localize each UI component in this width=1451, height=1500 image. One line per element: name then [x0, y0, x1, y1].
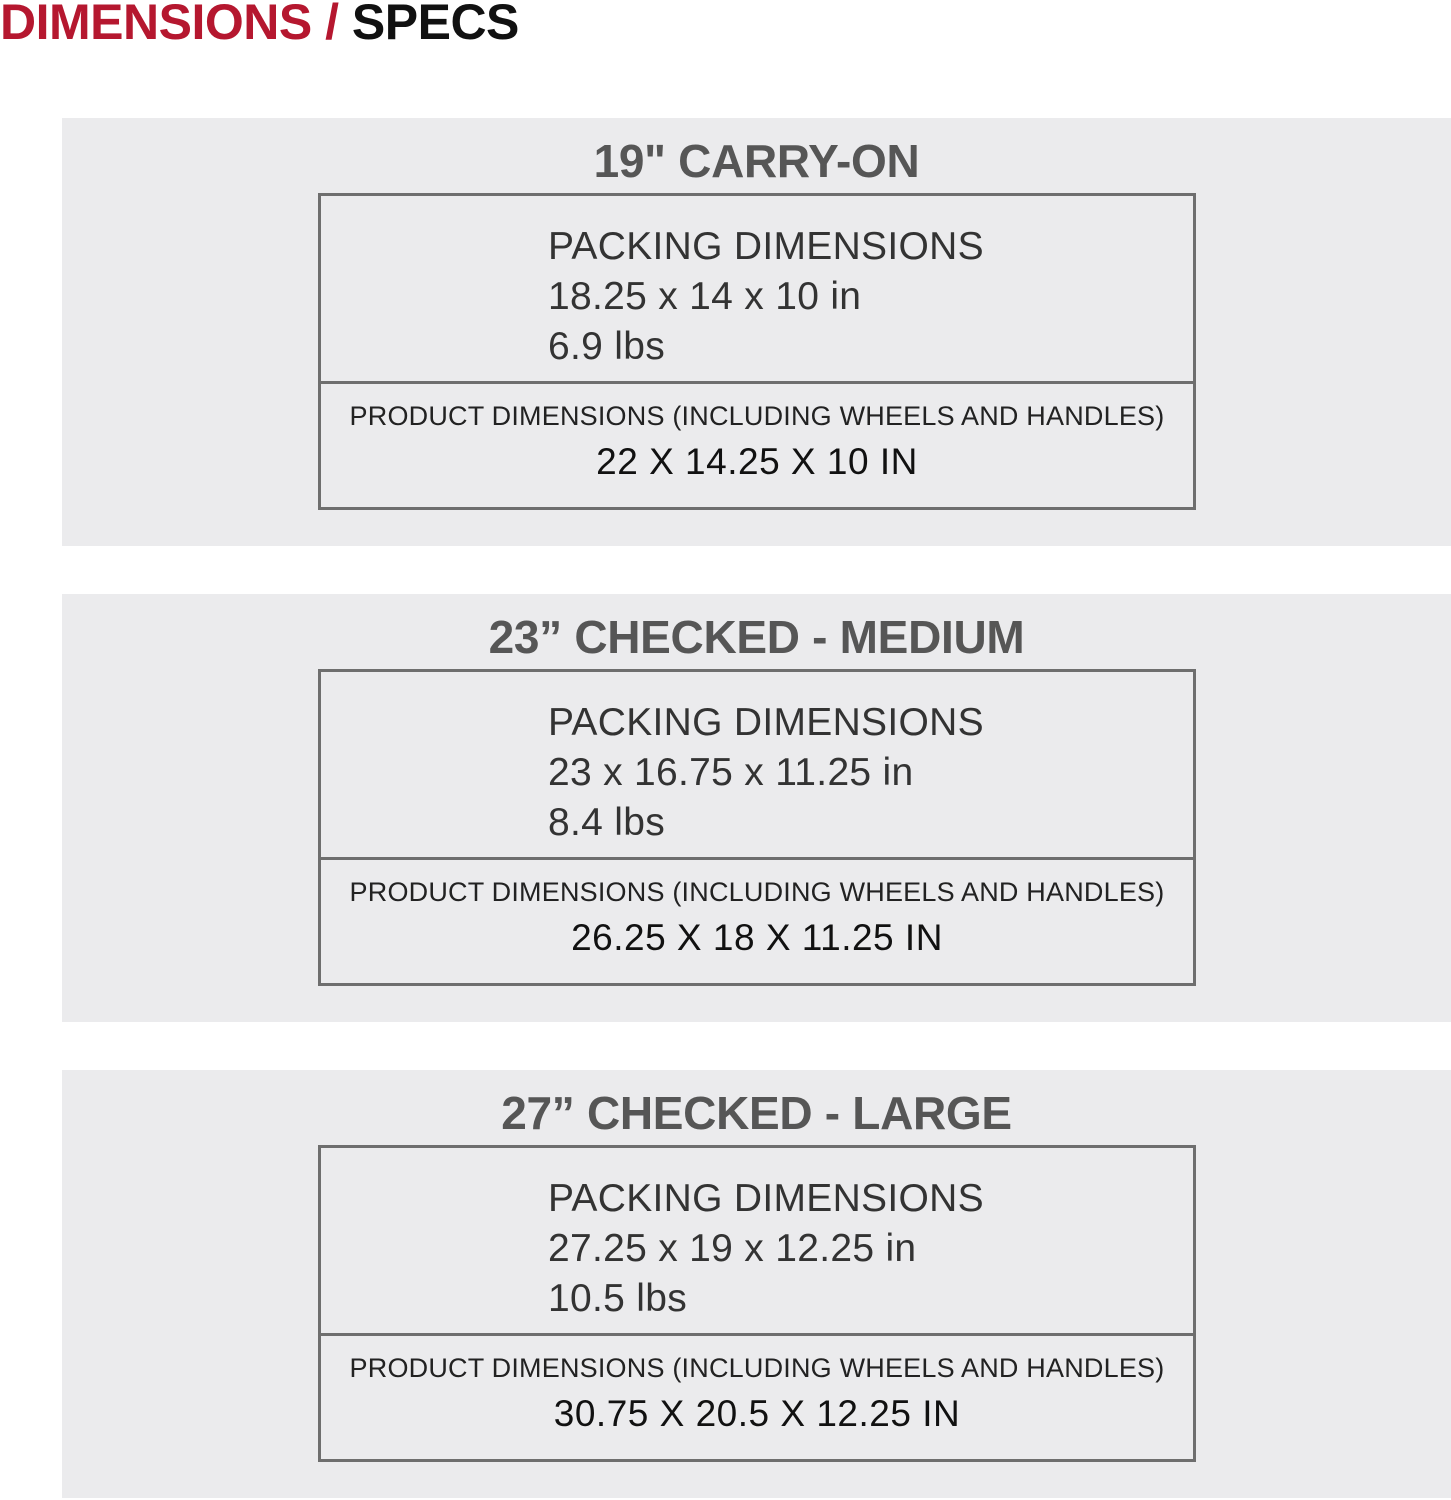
spec-panel-carry-on [62, 118, 1451, 546]
panel-title: 23” CHECKED - MEDIUM [488, 611, 1025, 663]
packing-dimensions-section [321, 1148, 1193, 1336]
packing-dimensions-section [321, 196, 1193, 384]
packing-dimensions-label: PACKING DIMENSIONS [548, 1177, 984, 1220]
spec-panel-checked-large [62, 1070, 1451, 1498]
product-dimensions-section [321, 860, 1193, 983]
spec-panel-checked-medium [62, 594, 1451, 1022]
packing-dimensions-size: 18.25 x 14 x 10 in [548, 275, 862, 318]
product-dimensions-label: PRODUCT DIMENSIONS (INCLUDING WHEELS AND HANDLES) [349, 1353, 1165, 1383]
product-dimensions-size: 30.75 X 20.5 X 12.25 IN [553, 1393, 961, 1434]
packing-dimensions-size: 23 x 16.75 x 11.25 in [548, 751, 914, 794]
product-dimensions-section [321, 384, 1193, 507]
page-title-separator: / [311, 0, 352, 50]
product-dimensions-size: 22 X 14.25 X 10 IN [596, 441, 918, 482]
packing-dimensions-section [321, 672, 1193, 860]
spec-box [318, 1145, 1196, 1462]
panel-title: 19" CARRY-ON [593, 135, 920, 187]
page-title-dimensions: DIMENSIONS [0, 0, 312, 50]
product-dimensions-label: PRODUCT DIMENSIONS (INCLUDING WHEELS AND HANDLES) [349, 877, 1165, 907]
page-title [0, 0, 519, 50]
packing-dimensions-label: PACKING DIMENSIONS [548, 225, 984, 268]
packing-weight: 10.5 lbs [548, 1277, 687, 1320]
spec-box [318, 669, 1196, 986]
product-dimensions-section [321, 1336, 1193, 1459]
page-title-specs: SPECS [351, 0, 519, 50]
packing-dimensions-label: PACKING DIMENSIONS [548, 701, 984, 744]
product-dimensions-label: PRODUCT DIMENSIONS (INCLUDING WHEELS AND HANDLES) [349, 401, 1165, 431]
panel-title: 27” CHECKED - LARGE [501, 1087, 1012, 1139]
product-dimensions-size: 26.25 X 18 X 11.25 IN [571, 917, 943, 958]
spec-box [318, 193, 1196, 510]
packing-weight: 6.9 lbs [548, 325, 666, 368]
packing-dimensions-size: 27.25 x 19 x 12.25 in [548, 1227, 917, 1270]
packing-weight: 8.4 lbs [548, 801, 666, 844]
